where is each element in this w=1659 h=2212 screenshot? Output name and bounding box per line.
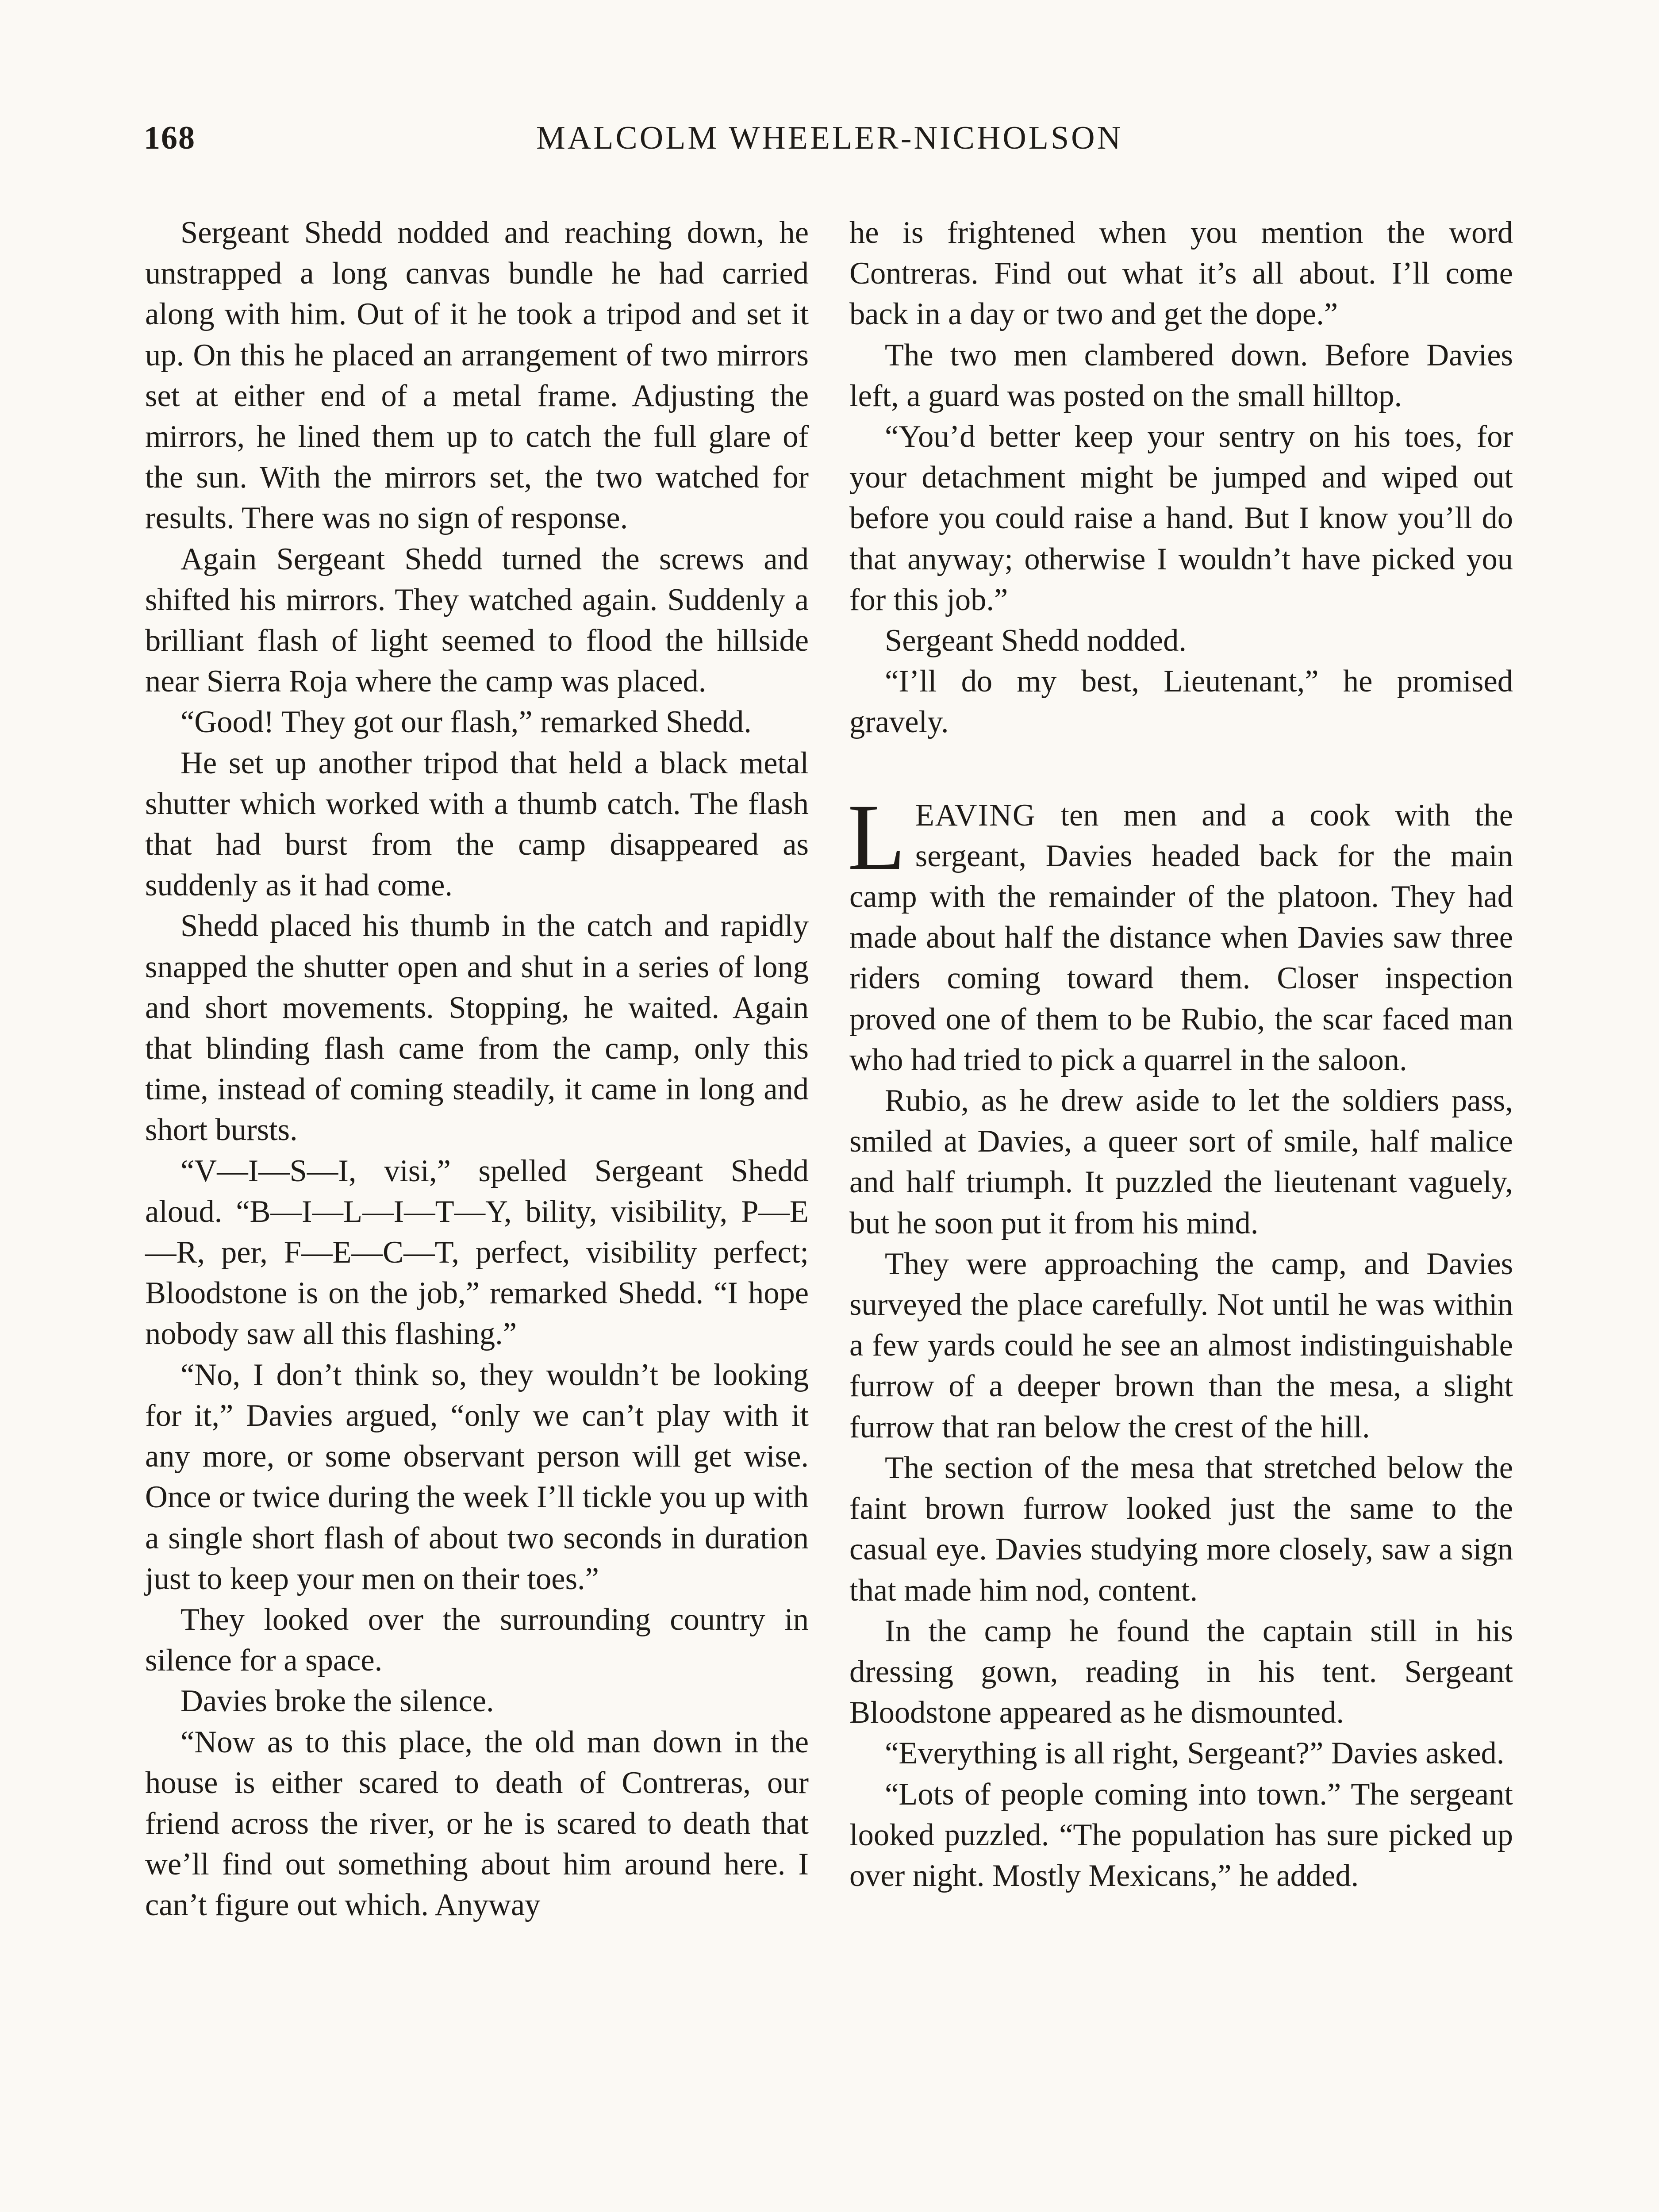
running-head: MALCOLM WHEELER-NICHOLSON [536,120,1123,156]
paragraph: Sergeant Shedd nodded. [885,623,1187,658]
left-column [145,212,809,1926]
paragraph: Davies broke the silence. [180,1684,494,1719]
right-column [849,212,1513,1896]
paragraph: He set up another tripod that held a black metal shutter which worked with a thumb catch. The flash that had burst from the camp disappeared as suddenly as it had come. [145,745,809,903]
section-opening-paragraph [848,784,1513,1080]
section-lead-word: EAVING [915,798,1036,833]
paragraph: “You’d better keep your sentry on his toes, for your detachment might be jumped and wiped out before you could raise a hand. But I know you’ll do that anyway; otherwise I wouldn’t have picked you for this job.” [849,419,1513,617]
page-number: 168 [144,120,196,156]
paragraph: “Lots of people coming into town.” The sergeant looked puzzled. “The population has sure picked up over night. Mostly Mexicans,” he added. [849,1777,1513,1893]
paragraph: “Good! They got our flash,” remarked Shedd. [180,705,752,740]
paragraph: Sergeant Shedd nodded and reaching down, he unstrapped a long canvas bundle he had carried along with him. Out of it he took a tripod and set it up. On this he placed an arrangement of two mirrors set at either end of a metal frame. Adjusting the mirrors, he lined them up to catch the full glare of the sun. With the mirrors set, the two watched for results. There was no sign of response. [145,215,809,536]
paragraph: The section of the mesa that stretched below the faint brown furrow looked just the same to the casual eye. Davies studying more closely, saw a sign that made him nod, content. [849,1450,1513,1608]
drop-cap: L [848,784,906,890]
paragraph: Again Sergeant Shedd turned the screws and shifted his mirrors. They watched again. Suddenly a brilliant flash of light seemed to flood the hillside near Sierra Roja where the camp was placed. [145,541,809,699]
paragraph: Shedd placed his thumb in the catch and rapidly snapped the shutter open and shut in a series of long and short movements. Stopping, he waited. Again that blinding flash came from the camp, only this time, instead of coming steadily, it came in long and short bursts. [145,909,809,1148]
paragraph: “Everything is all right, Sergeant?” Davies asked. [885,1736,1505,1771]
paragraph: Rubio, as he drew aside to let the soldiers pass, smiled at Davies, a queer sort of smile, half malice and half triumph. It puzzled the lieutenant vaguely, but he soon put it from his mind. [849,1083,1513,1240]
continued-paragraph: he is frightened when you mention the word Contreras. Find out what it’s all about. I’ll come back in a day or two and get the dope.” [849,215,1513,332]
paragraph: They looked over the surrounding country in silence for a space. [145,1602,809,1678]
paragraph: In the camp he found the captain still in his dressing gown, reading in his tent. Sergeant Bloodstone appeared as he dismounted. [849,1613,1513,1730]
paragraph: “I’ll do my best, Lieutenant,” he promised gravely. [849,664,1513,740]
paragraph: “Now as to this place, the old man down in the house is either scared to death of Contreras, our friend across the river, or he is scared to death that we’ll find out something about him around here. I can’t figure out which. Anyway [145,1724,809,1923]
paragraph: “No, I don’t think so, they wouldn’t be looking for it,” Davies argued, “only we can’t play with it any more, or some observant person will get wise. Once or twice during the week I’ll tickle you up with a single short flash of about two seconds in duration just to keep your men on their toes.” [145,1357,809,1596]
paragraph: The two men clambered down. Before Davies left, a guard was posted on the small hilltop. [849,338,1513,413]
section-opening-text: ten men and a cook with the sergeant, Davies headed back for the main camp with the remainder of the platoon. They had made about half the distance when Davies saw three riders coming toward them. Closer inspection proved one of them to be Rubio, the scar faced man who had tried to pick a quarrel in the saloon. [849,798,1513,1077]
page-header [144,119,1515,168]
paragraph: “V—I—S—I, visi,” spelled Sergeant Shedd aloud. “B—I—L—I—T—Y, bility, visibility, P—E—R, per, F—E—C—T, perfect, visibility perfect; Bloodstone is on the job,” remarked Shedd. “I hope nobody saw all this flashing.” [145,1153,809,1352]
paragraph: They were approaching the camp, and Davies surveyed the place carefully. Not until he was within a few yards could he see an almost indistinguishable furrow of a deeper brown than the mesa, a slight furrow that ran below the crest of the hill. [849,1246,1513,1444]
